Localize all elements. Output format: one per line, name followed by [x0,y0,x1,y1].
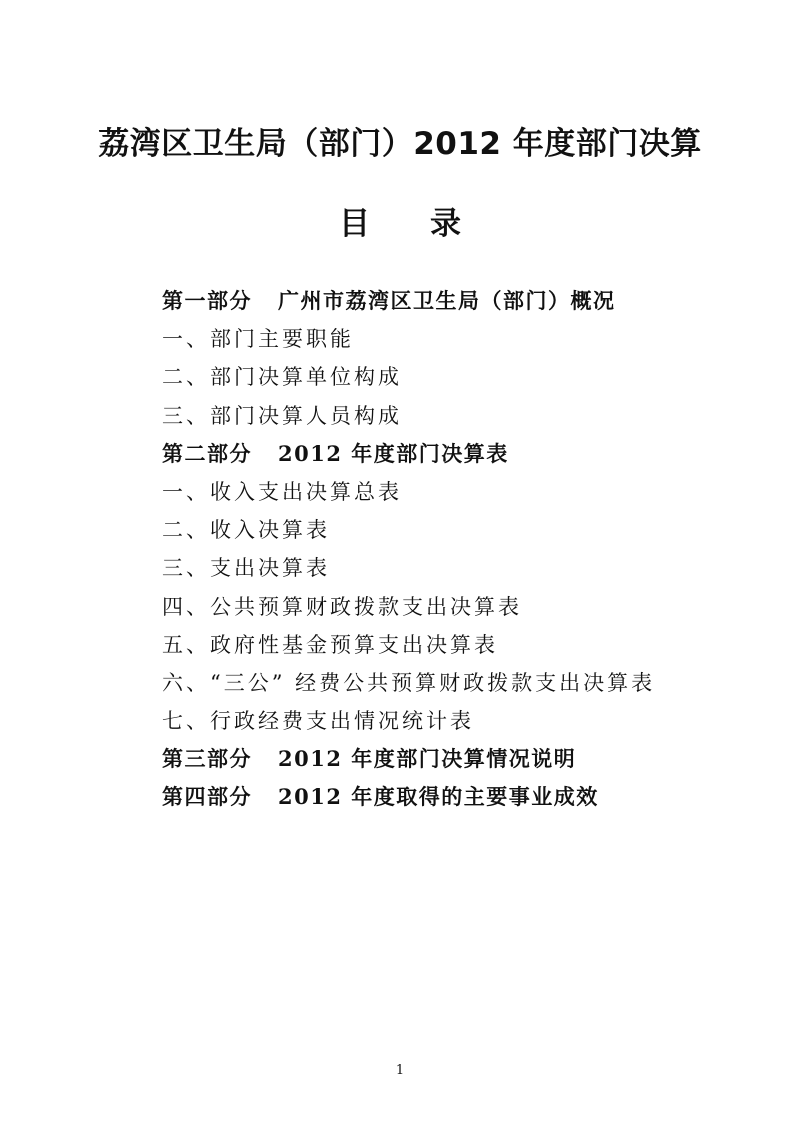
toc-item: 三、部门决算人员构成 [162,403,402,428]
toc-part-label: 第三部分 [162,746,252,772]
toc-item: 六、“三公” 经费公共预算财政拨款支出决算表 [162,670,656,695]
toc-item: 一、收入支出决算总表 [162,479,402,504]
toc-part-title: 2012 年度取得的主要事业成效 [278,784,599,810]
toc-item: 二、部门决算单位构成 [162,365,402,390]
toc-heading: 目录 [339,206,521,242]
toc-part-4 [162,778,722,816]
toc-item: 三、支出决算表 [162,556,330,581]
toc-item: 七、行政经费支出情况统计表 [162,709,474,734]
toc-part-label: 第二部分 [162,440,252,466]
toc-part-2 [162,435,722,473]
page-number: 1 [395,1063,405,1078]
toc-part-3 [162,740,722,778]
toc-part-title: 2012 年度部门决算表 [278,440,509,466]
toc-part-label: 第四部分 [162,784,252,810]
document-title: 荔湾区卫生局（部门）2012 年度部门决算 [98,126,702,162]
toc-item: 五、政府性基金预算支出决算表 [162,632,498,657]
toc-item: 一、部门主要职能 [162,327,354,352]
toc-part-1 [162,282,722,320]
toc-item: 二、收入决算表 [162,518,330,543]
toc-item: 四、公共预算财政拨款支出决算表 [162,594,522,619]
toc-part-title: 2012 年度部门决算情况说明 [278,746,577,772]
table-of-contents [162,282,722,817]
toc-part-title: 广州市荔湾区卫生局（部门）概况 [278,288,616,313]
toc-part-label: 第一部分 [162,288,252,313]
